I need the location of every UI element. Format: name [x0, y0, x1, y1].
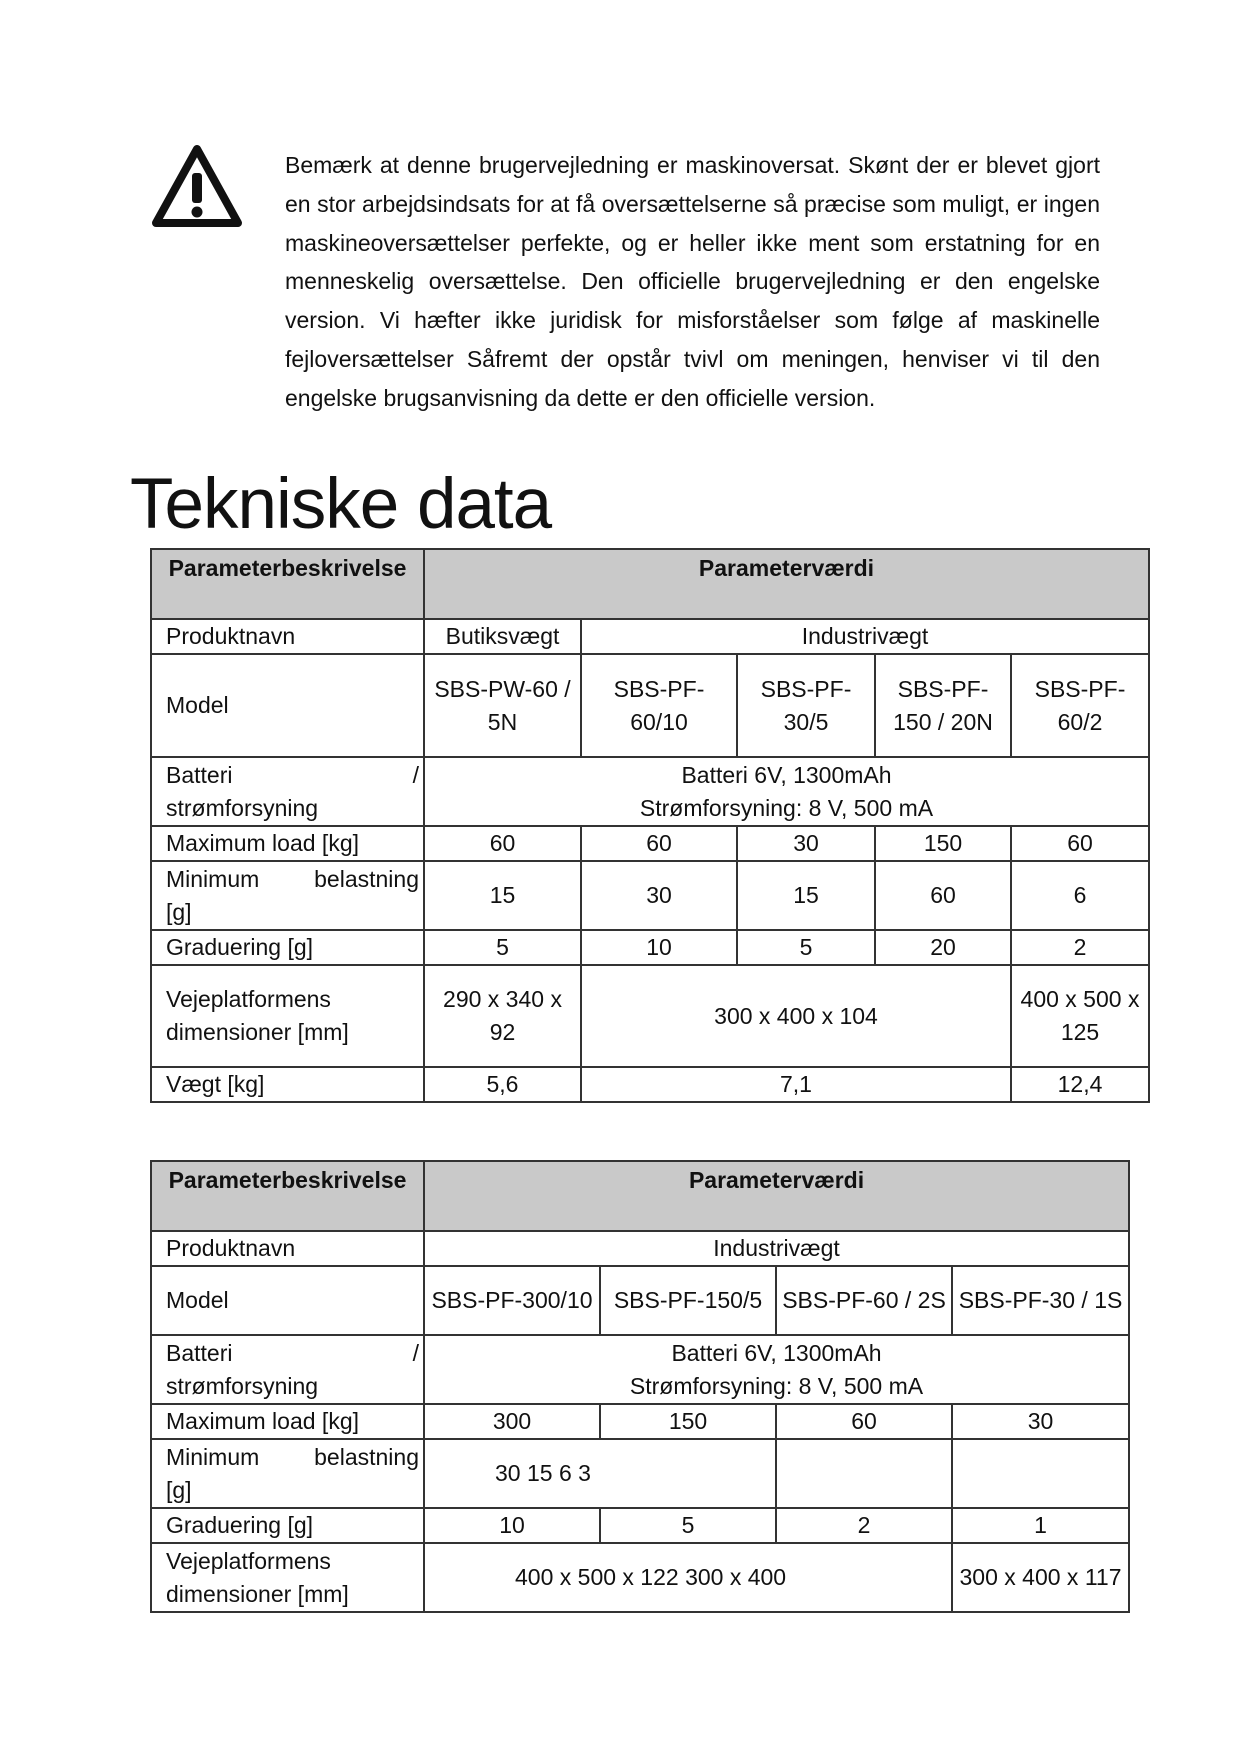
battery-label-slash: /: [412, 1339, 419, 1366]
model-cell: SBS-PF-150/5: [600, 1266, 776, 1335]
model-cell: SBS-PF-60/2: [1011, 654, 1149, 757]
graduation-cell: 5: [600, 1508, 776, 1543]
model-cell: SBS-PF-60 / 2S: [776, 1266, 952, 1335]
model-cell: SBS-PF-60/10: [581, 654, 737, 757]
max-load-cell: 150: [600, 1404, 776, 1439]
max-load-cell: 60: [581, 826, 737, 861]
platform-cell: 290 x 340 x 92: [424, 965, 581, 1067]
max-load-cell: 150: [875, 826, 1011, 861]
min-label-a: Minimum: [166, 1443, 260, 1470]
weight-cell: 12,4: [1011, 1067, 1149, 1102]
row-label-model: Model: [151, 1266, 424, 1335]
battery-line-1: Batteri 6V, 1300mAh: [671, 1339, 882, 1366]
model-cell: SBS-PW-60 / 5N: [424, 654, 581, 757]
product-shop: Butiksvægt: [424, 619, 581, 654]
min-load-cell: 6: [1011, 861, 1149, 930]
min-label-c: [g]: [166, 1476, 192, 1503]
max-load-cell: 60: [1011, 826, 1149, 861]
min-load-cell: 15: [424, 861, 581, 930]
header-param: Parameterbeskrivelse: [151, 1161, 424, 1231]
row-label-graduation: Graduering [g]: [151, 1508, 424, 1543]
min-label-a: Minimum: [166, 865, 260, 892]
weight-cell: 5,6: [424, 1067, 581, 1102]
row-label-weight: Vægt [kg]: [151, 1067, 424, 1102]
battery-line-2: Strømforsyning: 8 V, 500 mA: [639, 794, 934, 821]
model-cell: SBS-PF-30/5: [737, 654, 875, 757]
battery-value: [424, 1335, 1129, 1404]
battery-label-b: strømforsyning: [166, 794, 319, 821]
graduation-cell: 10: [581, 930, 737, 965]
max-load-cell: 60: [776, 1404, 952, 1439]
platform-cell: 300 x 400 x 117: [952, 1543, 1129, 1612]
row-label-product: Produktnavn: [151, 619, 424, 654]
battery-label-a: Batteri: [166, 761, 233, 788]
max-load-cell: 30: [737, 826, 875, 861]
row-label-min-load: [151, 1439, 424, 1508]
min-load-cell: 60: [875, 861, 1011, 930]
header-value: Parameterværdi: [424, 549, 1149, 619]
header-value: Parameterværdi: [424, 1161, 1129, 1231]
platform-cell: 400 x 500 x 125: [1011, 965, 1149, 1067]
warning-icon: [150, 143, 244, 228]
row-label-model: Model: [151, 654, 424, 757]
graduation-cell: 5: [424, 930, 581, 965]
min-label-c: [g]: [166, 898, 192, 925]
battery-line-2: Strømforsyning: 8 V, 500 mA: [629, 1372, 924, 1399]
row-label-max-load: Maximum load [kg]: [151, 1404, 424, 1439]
model-cell: SBS-PF-150 / 20N: [875, 654, 1011, 757]
page-title: Tekniske data: [130, 465, 552, 544]
graduation-cell: 20: [875, 930, 1011, 965]
row-label-battery: [151, 757, 424, 826]
min-load-cell: 15: [737, 861, 875, 930]
battery-label-a: Batteri: [166, 1339, 233, 1366]
product-industrial: Industrivægt: [581, 619, 1149, 654]
graduation-cell: 2: [1011, 930, 1149, 965]
model-cell: SBS-PF-300/10: [424, 1266, 600, 1335]
battery-label-slash: /: [412, 761, 419, 788]
graduation-cell: 2: [776, 1508, 952, 1543]
min-load-cell-empty: [776, 1439, 952, 1508]
min-label-b: belastning: [314, 865, 419, 892]
max-load-cell: 30: [952, 1404, 1129, 1439]
row-label-graduation: Graduering [g]: [151, 930, 424, 965]
min-label-b: belastning: [314, 1443, 419, 1470]
row-label-platform: Vejeplatformens dimensioner [mm]: [151, 965, 424, 1067]
row-label-battery: [151, 1335, 424, 1404]
min-load-cell: 30: [581, 861, 737, 930]
weight-cell: 7,1: [581, 1067, 1011, 1102]
min-load-cell-empty: [952, 1439, 1129, 1508]
battery-label-b: strømforsyning: [166, 1372, 319, 1399]
platform-cell: 400 x 500 x 122 300 x 400: [424, 1543, 952, 1612]
product-industrial: Industrivægt: [424, 1231, 1129, 1266]
max-load-cell: 60: [424, 826, 581, 861]
row-label-platform: Vejeplatformens dimensioner [mm]: [151, 1543, 424, 1612]
graduation-cell: 1: [952, 1508, 1129, 1543]
min-load-cell: 30 15 6 3: [424, 1439, 776, 1508]
model-cell: SBS-PF-30 / 1S: [952, 1266, 1129, 1335]
spec-table-2: [150, 1160, 1130, 1613]
row-label-min-load: [151, 861, 424, 930]
row-label-max-load: Maximum load [kg]: [151, 826, 424, 861]
row-label-product: Produktnavn: [151, 1231, 424, 1266]
battery-line-1: Batteri 6V, 1300mAh: [681, 761, 892, 788]
platform-cell: 300 x 400 x 104: [581, 965, 1011, 1067]
header-param: Parameterbeskrivelse: [151, 549, 424, 619]
machine-translation-notice: Bemærk at denne brugervejledning er maskinoversat. Skønt der er blevet gjort en stor arbejdsindsats for at få oversættelserne så præcise som muligt, er ingen maskineoversættelser perfekte, og er heller ikke ment som erstatning for en menneskelig oversættelse. Den officielle brugervejledning er den engelske version. Vi hæfter ikke juridisk for misforståelser som følge af maskinelle fejloversættelser Såfremt der opstår tvivl om meningen, henviser vi til den engelske brugsanvisning da dette er den officielle version.: [285, 152, 1100, 411]
battery-value: [424, 757, 1149, 826]
graduation-cell: 10: [424, 1508, 600, 1543]
max-load-cell: 300: [424, 1404, 600, 1439]
graduation-cell: 5: [737, 930, 875, 965]
spec-table-1: [150, 548, 1150, 1103]
